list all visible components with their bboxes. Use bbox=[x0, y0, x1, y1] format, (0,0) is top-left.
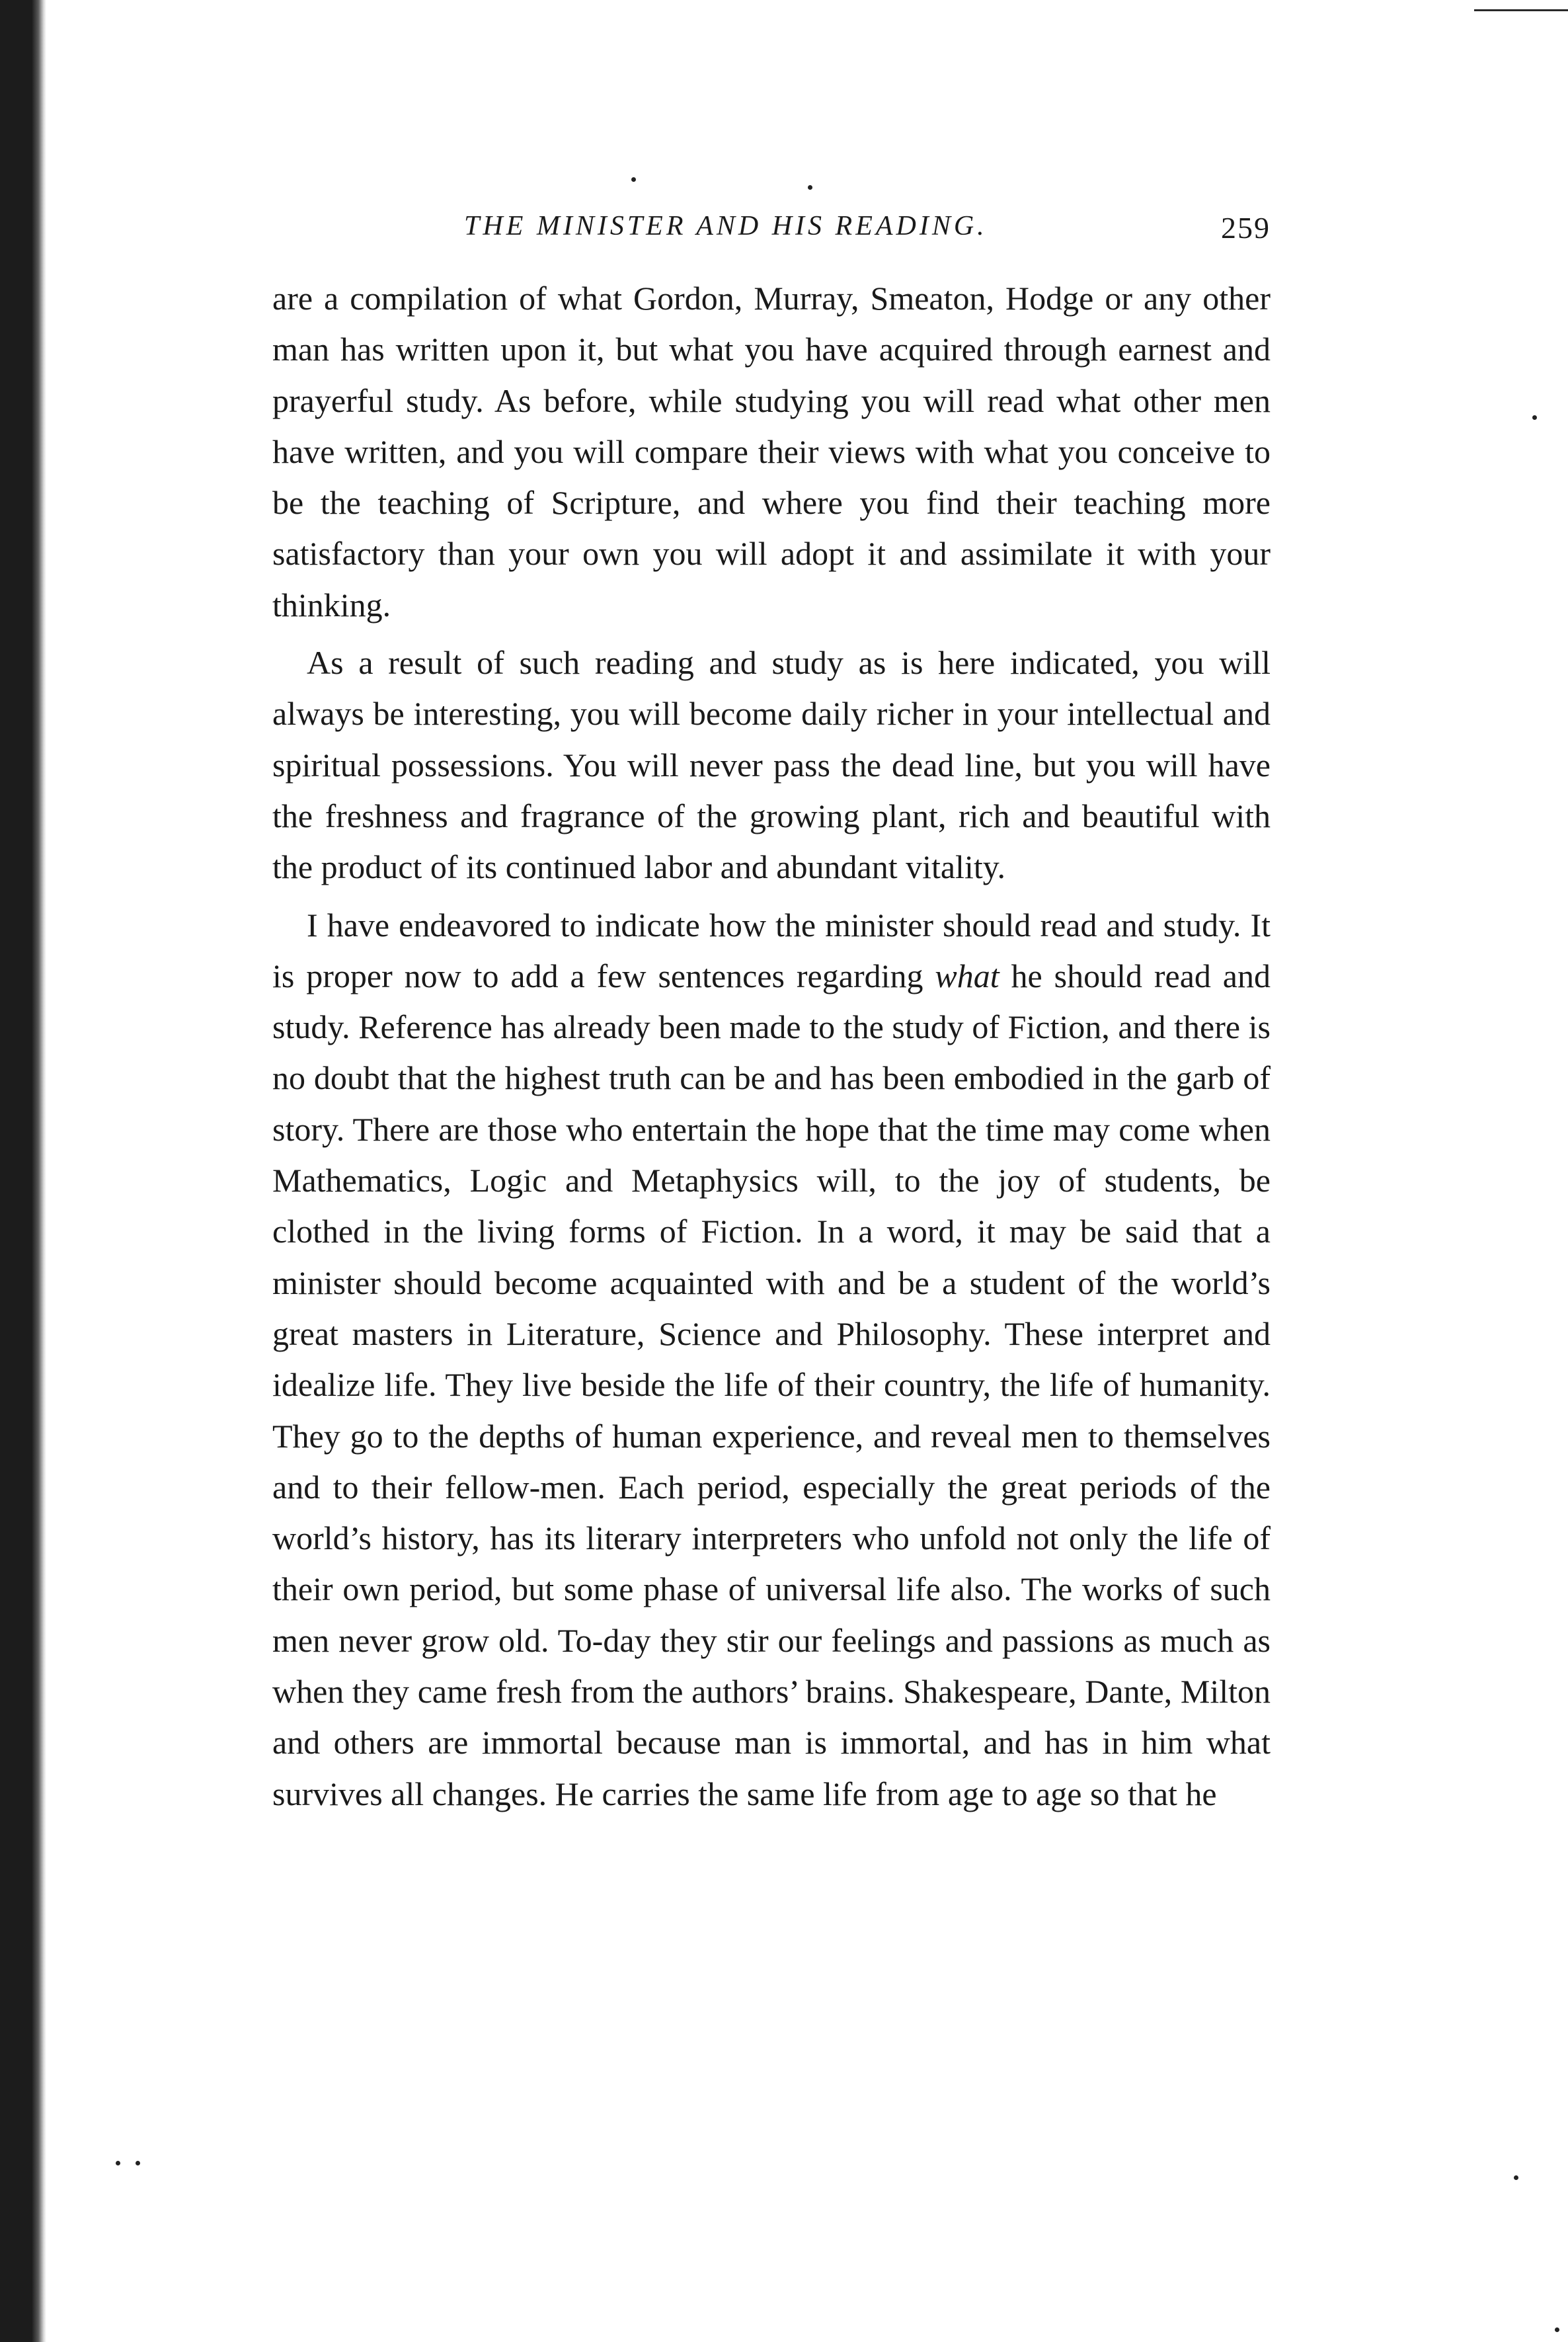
page-number: 259 bbox=[1221, 211, 1271, 245]
page-header bbox=[272, 210, 1271, 250]
scan-top-rule bbox=[1474, 9, 1568, 11]
running-head: THE MINISTER AND HIS READING. bbox=[464, 211, 988, 241]
scan-binding-edge bbox=[0, 0, 46, 2342]
scan-speck bbox=[1532, 415, 1537, 420]
scan-speck bbox=[116, 2161, 120, 2165]
emphasis-text: what bbox=[935, 957, 1000, 994]
paragraph bbox=[272, 900, 1271, 1820]
scan-speck bbox=[1514, 2175, 1518, 2180]
scan-speck bbox=[136, 2161, 140, 2165]
paragraph-text: he should read and study. Reference has already been made to the study of Fiction, and there is no doubt that the highest truth can be and has been embodied in the garb of story. There are those who entertain the hope that the time may come when Mathematics, Logic and Metaphysics will, to the joy of students, be clothed in the living forms of Fiction. In a word, it may be said that a minister should become acquainted with and be a student of the world’s great masters in Literature, Science and Philosophy. These interpret and idealize life. They live beside the life of their country, the life of humanity. They go to the depths of human experience, and reveal men to themselves and to their fellow-men. Each period, especially the great periods of the world’s history, has its literary interpreters who unfold not only the life of their own period, but some phase of universal life also. The works of such men never grow old. To-day they stir our feelings and passions as much as when they came fresh from the authors’ brains. Shakespeare, Dante, Milton and others are immortal because man is immortal, and has in him what survives all changes. He carries the same life from age to age so that he bbox=[272, 957, 1271, 1812]
body-text bbox=[272, 273, 1271, 1826]
paragraph: are a compilation of what Gordon, Murray, Smeaton, Hodge or any other man has written upon it, but what you have acquired through earnest and prayerful study. As before, while studying you will read what other men have written, and you will compare their views with what you conceive to be the teaching of Scripture, and where you find their teaching more satisfactory than your own you will adopt it and assimilate it with your thinking. bbox=[272, 280, 1271, 624]
paragraph-text: I have endeavored to indicate how the minister should read and study. It is proper now to add a few sentences regarding bbox=[272, 906, 1271, 994]
scan-speck bbox=[1555, 2327, 1559, 2332]
scan-speck bbox=[631, 177, 636, 182]
scan-speck bbox=[808, 185, 812, 190]
paragraph: As a result of such reading and study as is here indicated, you will always be interesting, you will become daily richer in your intellectual and spiritual possessions. You will never pass the dead line, but you will have the freshness and fragrance of the growing plant, rich and beautiful with the product of its continued labor and abundant vitality. bbox=[272, 644, 1271, 886]
